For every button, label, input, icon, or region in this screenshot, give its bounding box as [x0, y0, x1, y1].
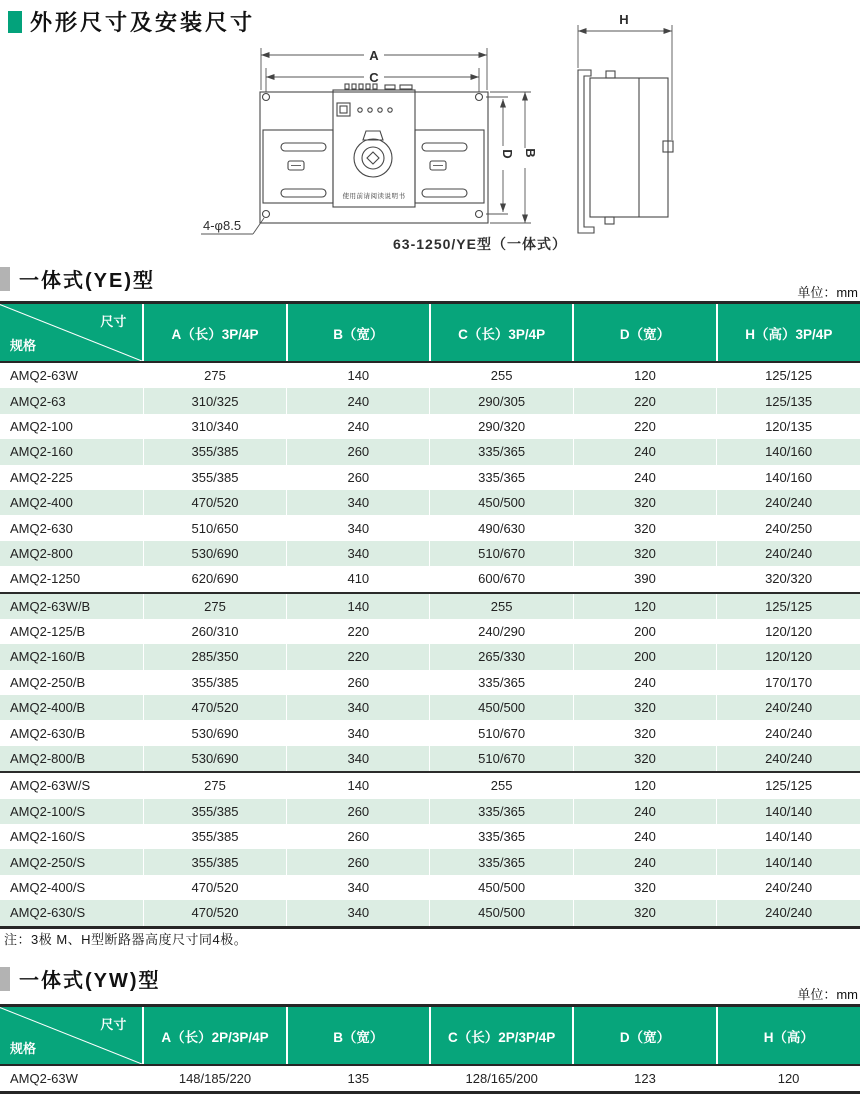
model-cell: AMQ2-630/B [10, 725, 86, 741]
table-row [0, 900, 860, 927]
value-cell: 470/520 [143, 695, 286, 720]
corner-label-size: 尺寸 [100, 314, 127, 329]
value-cell: 310/325 [143, 388, 286, 413]
vent-slot [281, 143, 326, 151]
value-cell: 240/240 [717, 490, 860, 515]
value-cell: 450/500 [430, 875, 573, 900]
value-cell: 320 [573, 720, 716, 745]
dim-label-c: C [369, 70, 379, 85]
table-row [0, 644, 860, 669]
value-cell: 240 [573, 439, 716, 464]
model-cell: AMQ2-630 [10, 520, 73, 536]
column-header-d: D（宽） [573, 303, 716, 363]
table-row [0, 566, 860, 592]
value-cell: 310/340 [143, 414, 286, 439]
table-row [0, 541, 860, 566]
column-header-a: A（长）2P/3P/4P [143, 1006, 286, 1066]
value-cell: 490/630 [430, 515, 573, 540]
value-cell: 285/350 [143, 644, 286, 669]
value-cell: 255 [430, 593, 573, 619]
model-cell: AMQ2-630/S [0, 900, 143, 927]
value-cell: 355/385 [143, 670, 286, 695]
value-cell: 255 [430, 362, 573, 388]
table-row [0, 1065, 860, 1093]
value-cell: 148/185/220 [143, 1065, 286, 1093]
model-cell: AMQ2-160 [0, 439, 143, 464]
value-cell: 530/690 [143, 746, 286, 772]
corner-label-spec: 规格 [10, 338, 37, 353]
table-row [0, 490, 860, 515]
value-cell: 140/140 [717, 849, 860, 874]
corner-label-size: 尺寸 [100, 1017, 127, 1032]
value-cell: 170/170 [717, 670, 860, 695]
value-cell: 340 [287, 695, 430, 720]
value-cell: 125/125 [717, 593, 860, 619]
value-cell: 290/305 [430, 388, 573, 413]
value-cell: 128/165/200 [430, 1065, 573, 1093]
model-cell: AMQ2-250/B [10, 674, 86, 690]
model-cell: AMQ2-125/B [10, 624, 86, 640]
value-cell: 340 [287, 900, 430, 927]
side-body [590, 78, 668, 217]
table-row [0, 799, 860, 824]
table-row [0, 362, 860, 388]
value-cell: 120/120 [717, 644, 860, 669]
column-header-b: B（宽） [287, 1006, 430, 1066]
dimension-drawing [0, 0, 860, 260]
column-header-c: C（长）2P/3P/4P [430, 1006, 573, 1066]
dim-label-b: B [523, 148, 538, 158]
indicator-led [378, 108, 382, 112]
header-row [0, 1006, 860, 1066]
value-cell: 240/240 [717, 875, 860, 900]
model-cell: AMQ2-250/S [0, 849, 143, 874]
value-cell: 340 [287, 875, 430, 900]
value-cell: 140/160 [717, 465, 860, 490]
ye-dimension-table [0, 301, 860, 929]
svg-text:4-φ8.5: 4-φ8.5 [203, 218, 242, 233]
value-cell: 355/385 [143, 824, 286, 849]
value-cell: 275 [143, 593, 286, 619]
value-cell: 120 [573, 593, 716, 619]
value-cell: 220 [573, 388, 716, 413]
value-cell: 355/385 [143, 465, 286, 490]
value-cell: 255 [430, 772, 573, 798]
column-header-d: D（宽） [573, 1006, 716, 1066]
model-cell: AMQ2-225 [10, 469, 73, 485]
value-cell: 240 [573, 824, 716, 849]
value-cell: 355/385 [143, 849, 286, 874]
yw-dimension-table [0, 1004, 860, 1094]
indicator-led [368, 108, 372, 112]
value-cell: 340 [287, 720, 430, 745]
value-cell: 260 [287, 799, 430, 824]
dim-label-a: A [369, 48, 379, 63]
value-cell: 335/365 [430, 670, 573, 695]
value-cell: 240/290 [430, 619, 573, 644]
model-cell: AMQ2-1250 [0, 566, 143, 592]
value-cell: 340 [287, 746, 430, 772]
section-yw-header [0, 964, 161, 993]
value-cell: 240 [573, 849, 716, 874]
value-cell: 240/240 [717, 900, 860, 927]
left-wing [263, 130, 333, 203]
value-cell: 260 [287, 849, 430, 874]
value-cell: 260 [287, 824, 430, 849]
value-cell: 530/690 [143, 541, 286, 566]
table-row [0, 515, 860, 540]
indicator-led [358, 108, 362, 112]
label-plate [288, 161, 304, 170]
value-cell: 320 [573, 695, 716, 720]
page-title: 外形尺寸及安装尺寸 [30, 10, 256, 35]
value-cell: 120 [573, 362, 716, 388]
value-cell: 220 [573, 414, 716, 439]
value-cell: 335/365 [430, 439, 573, 464]
hole-note [201, 218, 264, 234]
indicator-led [388, 108, 392, 112]
page-header [8, 6, 255, 37]
value-cell: 125/125 [717, 362, 860, 388]
model-cell: AMQ2-63 [0, 388, 143, 413]
section-yw-title: 一体式(YW)型 [19, 970, 161, 992]
model-cell: AMQ2-160/S [10, 829, 86, 845]
table-row [0, 695, 860, 720]
value-cell: 220 [287, 619, 430, 644]
value-cell: 335/365 [430, 799, 573, 824]
unit-label-ye: 单位：mm [797, 285, 858, 300]
value-cell: 125/135 [717, 388, 860, 413]
value-cell: 510/670 [430, 746, 573, 772]
value-cell: 510/650 [143, 515, 286, 540]
model-cell: AMQ2-100 [10, 418, 73, 434]
value-cell: 120/135 [717, 414, 860, 439]
value-cell: 260/310 [143, 619, 286, 644]
control-panel [333, 90, 415, 207]
value-cell: 125/125 [717, 772, 860, 798]
column-header-h: H（高）3P/4P [717, 303, 860, 363]
table-row [0, 439, 860, 464]
unit-label-yw: 单位：mm [797, 987, 858, 1002]
indicator-square [337, 103, 350, 116]
model-cell: AMQ2-63W/S [10, 778, 91, 794]
value-cell: 265/330 [430, 644, 573, 669]
label-plate [430, 161, 446, 170]
value-cell: 260 [287, 439, 430, 464]
value-cell: 620/690 [143, 566, 286, 592]
value-cell: 240/240 [717, 695, 860, 720]
value-cell: 600/670 [430, 566, 573, 592]
value-cell: 135 [287, 1065, 430, 1093]
column-header-c: C（长）3P/4P [430, 303, 573, 363]
rotary-knob [354, 131, 392, 177]
value-cell: 240 [573, 799, 716, 824]
panel-warning-text: 使用前请阅读说明书 [342, 193, 406, 200]
vent-slot [422, 143, 467, 151]
value-cell: 320 [573, 490, 716, 515]
value-cell: 290/320 [430, 414, 573, 439]
model-cell: AMQ2-160/B [0, 644, 143, 669]
table-row [0, 875, 860, 900]
value-cell: 335/365 [430, 824, 573, 849]
value-cell: 200 [573, 619, 716, 644]
top-tab [606, 71, 615, 78]
value-cell: 470/520 [143, 875, 286, 900]
value-cell: 530/690 [143, 720, 286, 745]
value-cell: 120/120 [717, 619, 860, 644]
value-cell: 240/240 [717, 720, 860, 745]
model-cell: AMQ2-63W [10, 368, 78, 384]
value-cell: 240 [573, 465, 716, 490]
dim-label-h: H [619, 12, 629, 27]
value-cell: 140 [287, 362, 430, 388]
front-view [201, 48, 567, 252]
value-cell: 390 [573, 566, 716, 592]
value-cell: 140/140 [717, 824, 860, 849]
din-bracket [578, 70, 594, 233]
side-view [578, 12, 673, 233]
corner-cell [0, 1006, 143, 1066]
bottom-tab [605, 217, 614, 224]
column-header-b: B（宽） [287, 303, 430, 363]
value-cell: 355/385 [143, 439, 286, 464]
value-cell: 355/385 [143, 799, 286, 824]
value-cell: 320 [573, 515, 716, 540]
value-cell: 240/250 [717, 515, 860, 540]
value-cell: 450/500 [430, 490, 573, 515]
value-cell: 240 [287, 388, 430, 413]
value-cell: 320/320 [717, 566, 860, 592]
table-row [0, 772, 860, 798]
value-cell: 200 [573, 644, 716, 669]
table-row [0, 388, 860, 413]
column-header-h: H（高） [717, 1006, 860, 1066]
value-cell: 470/520 [143, 900, 286, 927]
table-row [0, 619, 860, 644]
model-cell: AMQ2-800/B [0, 746, 143, 772]
value-cell: 140 [287, 772, 430, 798]
vent-slot [422, 189, 467, 197]
value-cell: 140/160 [717, 439, 860, 464]
table-row [0, 593, 860, 619]
value-cell: 275 [143, 772, 286, 798]
value-cell: 140/140 [717, 799, 860, 824]
model-cell: AMQ2-400 [0, 490, 143, 515]
value-cell: 240/240 [717, 541, 860, 566]
model-cell: AMQ2-63W [10, 1071, 78, 1087]
value-cell: 340 [287, 541, 430, 566]
value-cell: 120 [717, 1065, 860, 1093]
value-cell: 510/670 [430, 541, 573, 566]
section-ye-header [0, 264, 155, 293]
value-cell: 220 [287, 644, 430, 669]
model-cell: AMQ2-100/S [0, 799, 143, 824]
value-cell: 320 [573, 746, 716, 772]
table-note: 注：3极 M、H型断路器高度尺寸同4极。 [4, 932, 248, 947]
corner-cell [0, 303, 143, 363]
value-cell: 450/500 [430, 900, 573, 927]
right-wing [415, 130, 484, 203]
table-row [0, 849, 860, 874]
corner-label-spec: 规格 [10, 1041, 37, 1056]
value-cell: 320 [573, 900, 716, 927]
section-bullet-icon [0, 967, 10, 991]
dim-label-d: D [500, 149, 515, 159]
header-row [0, 303, 860, 363]
value-cell: 120 [573, 772, 716, 798]
model-cell: AMQ2-400/S [10, 880, 86, 895]
model-cell: AMQ2-800 [0, 541, 143, 566]
value-cell: 140 [287, 593, 430, 619]
value-cell: 123 [573, 1065, 716, 1093]
table-row [0, 670, 860, 695]
value-cell: 320 [573, 875, 716, 900]
dim-d [486, 97, 515, 214]
value-cell: 340 [287, 490, 430, 515]
section-ye-title: 一体式(YE)型 [19, 270, 155, 292]
value-cell: 335/365 [430, 465, 573, 490]
value-cell: 410 [287, 566, 430, 592]
model-cell: AMQ2-400/B [0, 695, 143, 720]
value-cell: 340 [287, 515, 430, 540]
value-cell: 320 [573, 541, 716, 566]
table-row [0, 746, 860, 772]
value-cell: 240 [287, 414, 430, 439]
table-row [0, 465, 860, 490]
value-cell: 260 [287, 670, 430, 695]
value-cell: 260 [287, 465, 430, 490]
vent-slot [281, 189, 326, 197]
table-row [0, 824, 860, 849]
title-bullet-icon [8, 11, 22, 33]
value-cell: 240/240 [717, 746, 860, 772]
table-row [0, 720, 860, 745]
column-header-a: A（长）3P/4P [143, 303, 286, 363]
value-cell: 275 [143, 362, 286, 388]
drawing-caption: 63-1250/YE型（一体式） [393, 236, 567, 252]
table-row [0, 414, 860, 439]
value-cell: 335/365 [430, 849, 573, 874]
value-cell: 510/670 [430, 720, 573, 745]
model-cell: AMQ2-63W/B [0, 593, 143, 619]
value-cell: 240 [573, 670, 716, 695]
value-cell: 470/520 [143, 490, 286, 515]
section-bullet-icon [0, 267, 10, 291]
value-cell: 450/500 [430, 695, 573, 720]
dim-h [578, 12, 672, 140]
